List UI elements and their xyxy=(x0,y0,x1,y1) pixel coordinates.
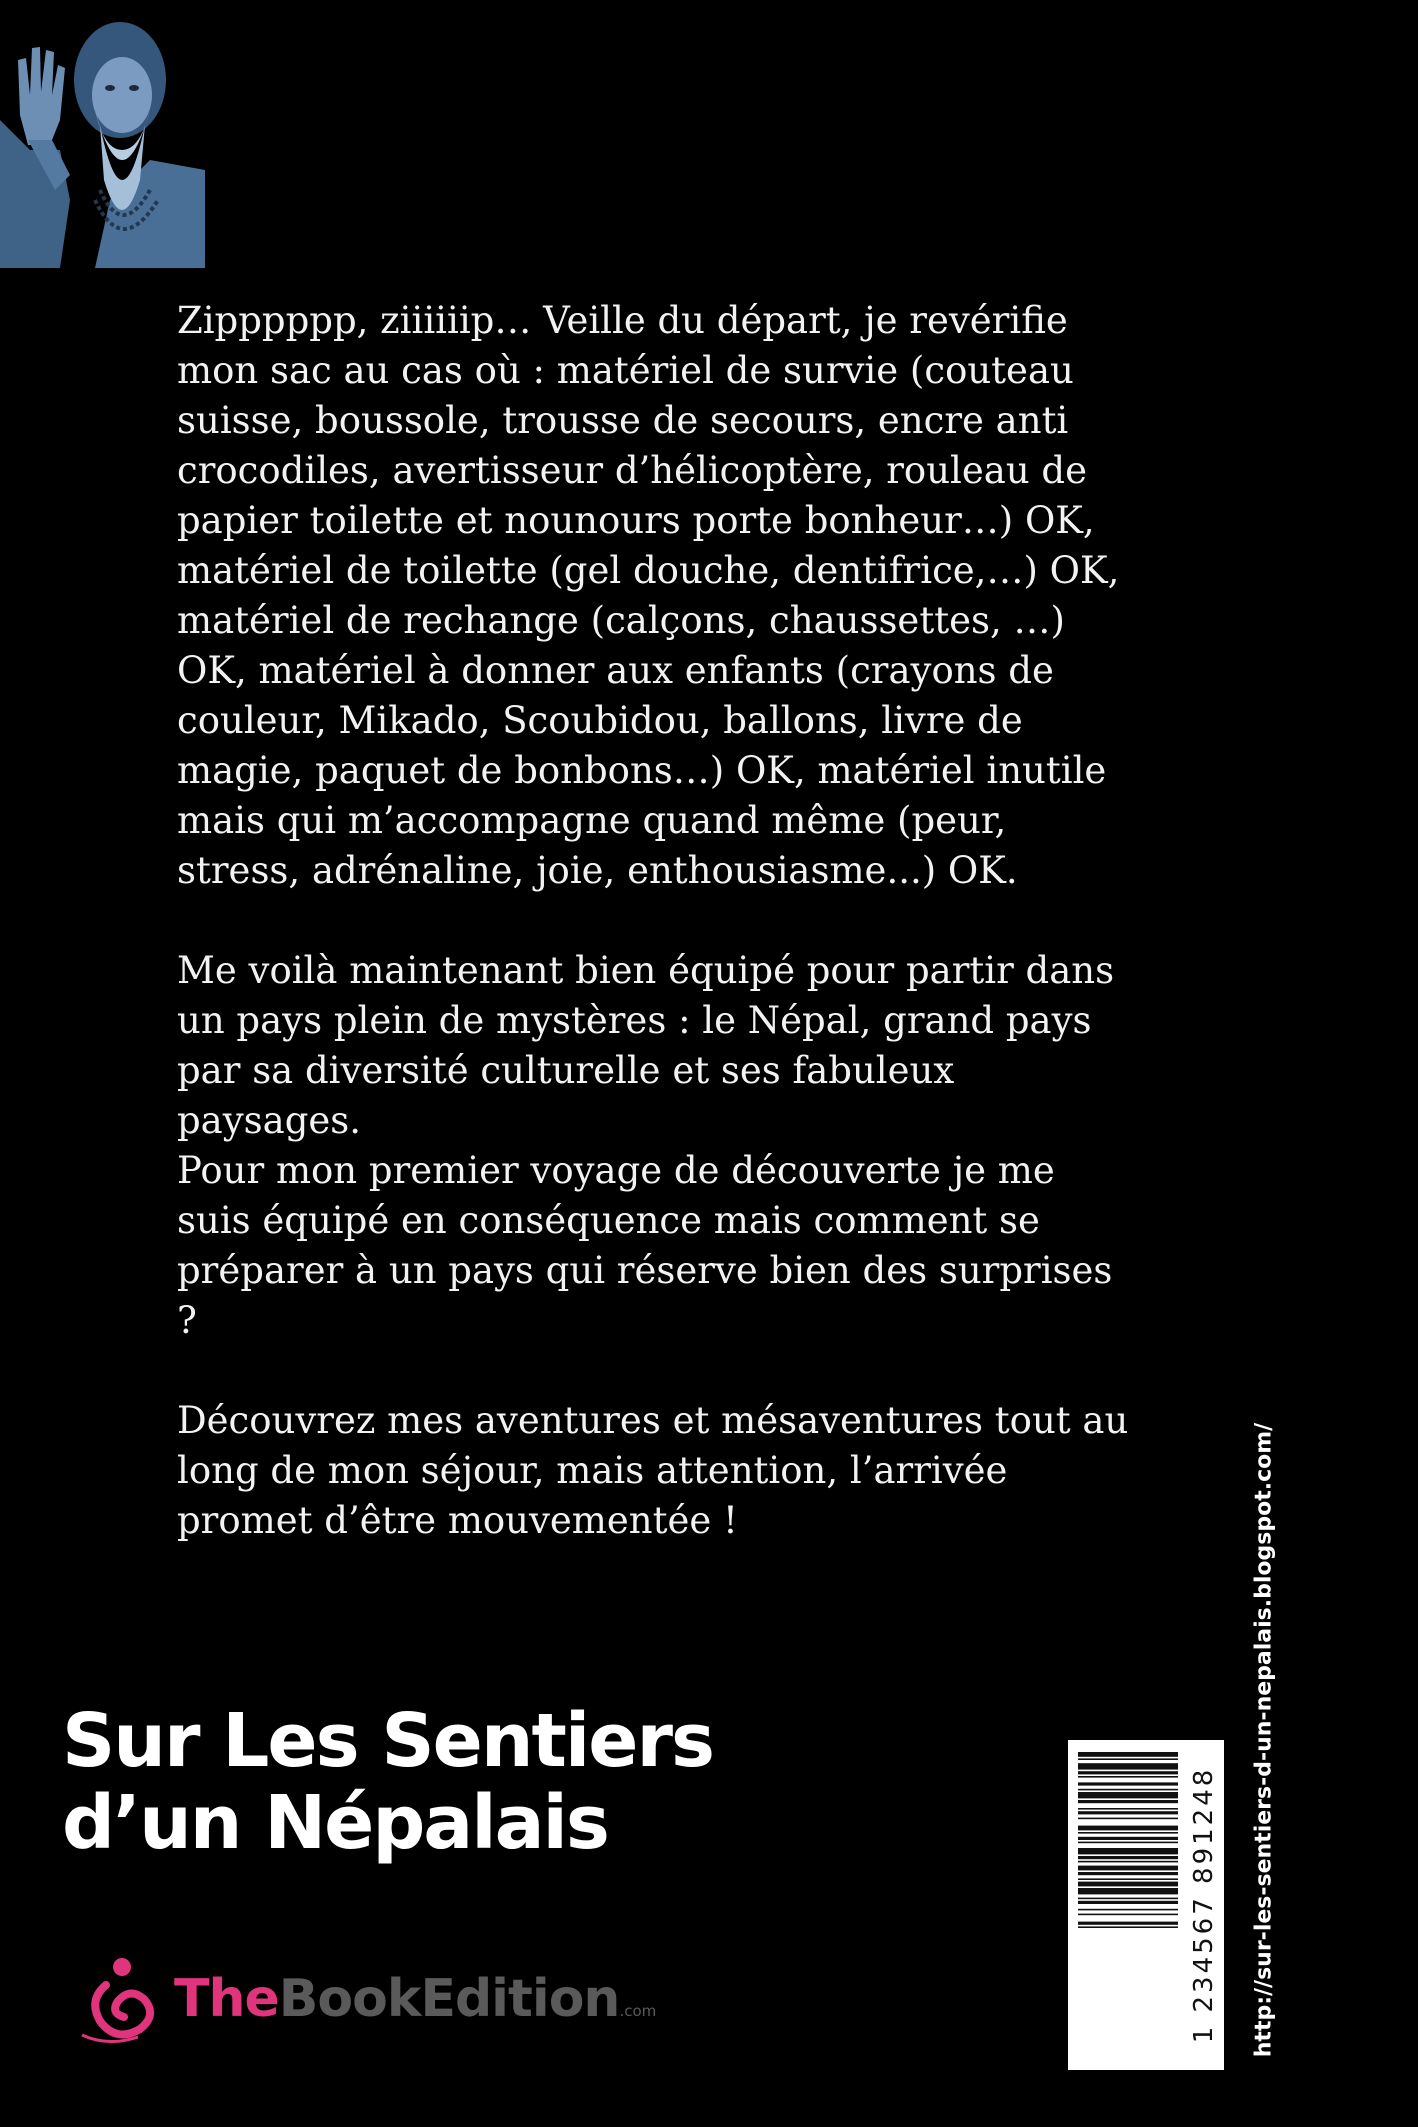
barcode-number-wrap xyxy=(1184,1740,1224,2070)
barcode-bar xyxy=(1078,1842,1178,1844)
cover-photo-sadhu xyxy=(0,0,205,268)
barcode-bar xyxy=(1078,1808,1178,1810)
barcode-bar xyxy=(1078,1914,1178,1916)
barcode-bar xyxy=(1078,1800,1178,1803)
barcode-bar xyxy=(1078,1763,1178,1769)
publisher-logo xyxy=(78,1955,678,2045)
barcode-number: 1 234567 891248 xyxy=(1189,1766,1219,2044)
publisher-the: The xyxy=(174,1969,279,2029)
barcode-bar xyxy=(1078,1792,1178,1798)
book-title-line-2: d’un Népalais xyxy=(62,1780,608,1866)
barcode-bar xyxy=(1078,1811,1178,1814)
book-title-line-1: Sur Les Sentiers xyxy=(62,1698,714,1784)
barcode-bar xyxy=(1078,1901,1178,1904)
blurb-paragraph-1: Zipppppp, ziiiiiip… Veille du départ, je revérifie mon sac au cas où : matériel de survie (couteau suisse, boussole, trousse de secours, encre anti crocodiles, avertisseur d’hélicoptère, rouleau de papier toilette et nounours porte bonheur…) OK, matériel de toilette (gel douche, dentifrice,…) OK, matériel de rechange (calçons, chaussettes, …) OK, matériel à donner aux enfants (crayons de couleur, Mikado, Scoubidou, ballons, livre de magie, paquet de bonbons…) OK, matériel inutile mais qui m’accompagne quand même (peur, stress, adrénaline, joie, enthousiasme...) OK. xyxy=(177,299,1120,892)
barcode-bar xyxy=(1078,1866,1178,1871)
barcode-bar xyxy=(1078,1758,1178,1760)
publisher-com: .com xyxy=(619,2002,657,2020)
blog-url-wrap xyxy=(1244,1400,1284,2080)
blog-url: http://sur-les-sentiers-d-un-nepalais.blogspot.com/ xyxy=(1251,1422,1277,2058)
blurb-paragraph-4: Découvrez mes aventures et mésaventures tout au long de mon séjour, mais attention, l’arrivée promet d’être mouvementée ! xyxy=(177,1399,1129,1542)
publisher-wordmark xyxy=(174,1969,656,2029)
barcode-bar xyxy=(1078,1826,1178,1831)
blurb-paragraph-2: Me voilà maintenant bien équipé pour partir dans un pays plein de mystères : le Népal, grand pays par sa diversité culturelle et ses fabuleux paysages. xyxy=(177,949,1115,1142)
barcode-bar xyxy=(1078,1837,1178,1840)
publisher-swirl-icon xyxy=(78,1955,170,2045)
barcode-bar xyxy=(1078,1861,1178,1863)
barcode-bars xyxy=(1068,1740,1184,2070)
barcode-bar xyxy=(1078,1878,1178,1880)
barcode-bar xyxy=(1078,1848,1178,1854)
barcode-bar xyxy=(1078,1776,1178,1778)
barcode-bar xyxy=(1078,1872,1178,1875)
barcode-bar xyxy=(1078,1789,1178,1791)
isbn-barcode xyxy=(1068,1740,1224,2070)
barcode-bar xyxy=(1078,1898,1178,1900)
barcode-bar xyxy=(1078,1771,1178,1774)
barcode-bar xyxy=(1078,1818,1178,1820)
publisher-book: Book xyxy=(278,1969,421,2029)
barcode-bar xyxy=(1078,1752,1178,1757)
barcode-bar xyxy=(1078,1909,1178,1911)
barcode-bar xyxy=(1078,1856,1178,1859)
barcode-bar xyxy=(1078,1888,1178,1894)
blurb-paragraph-3: Pour mon premier voyage de découverte je me suis équipé en conséquence mais comment se préparer à un pays qui réserve bien des surprises ? xyxy=(177,1149,1113,1342)
barcode-bar xyxy=(1078,1922,1178,1925)
publisher-edition: Edition xyxy=(420,1969,620,2029)
barcode-bar xyxy=(1078,1926,1178,1928)
barcode-bar xyxy=(1078,1832,1178,1834)
barcode-bar xyxy=(1078,1882,1178,1887)
book-title xyxy=(62,1700,713,1864)
back-cover-blurb xyxy=(177,296,1137,1596)
barcode-bar xyxy=(1078,1782,1178,1785)
